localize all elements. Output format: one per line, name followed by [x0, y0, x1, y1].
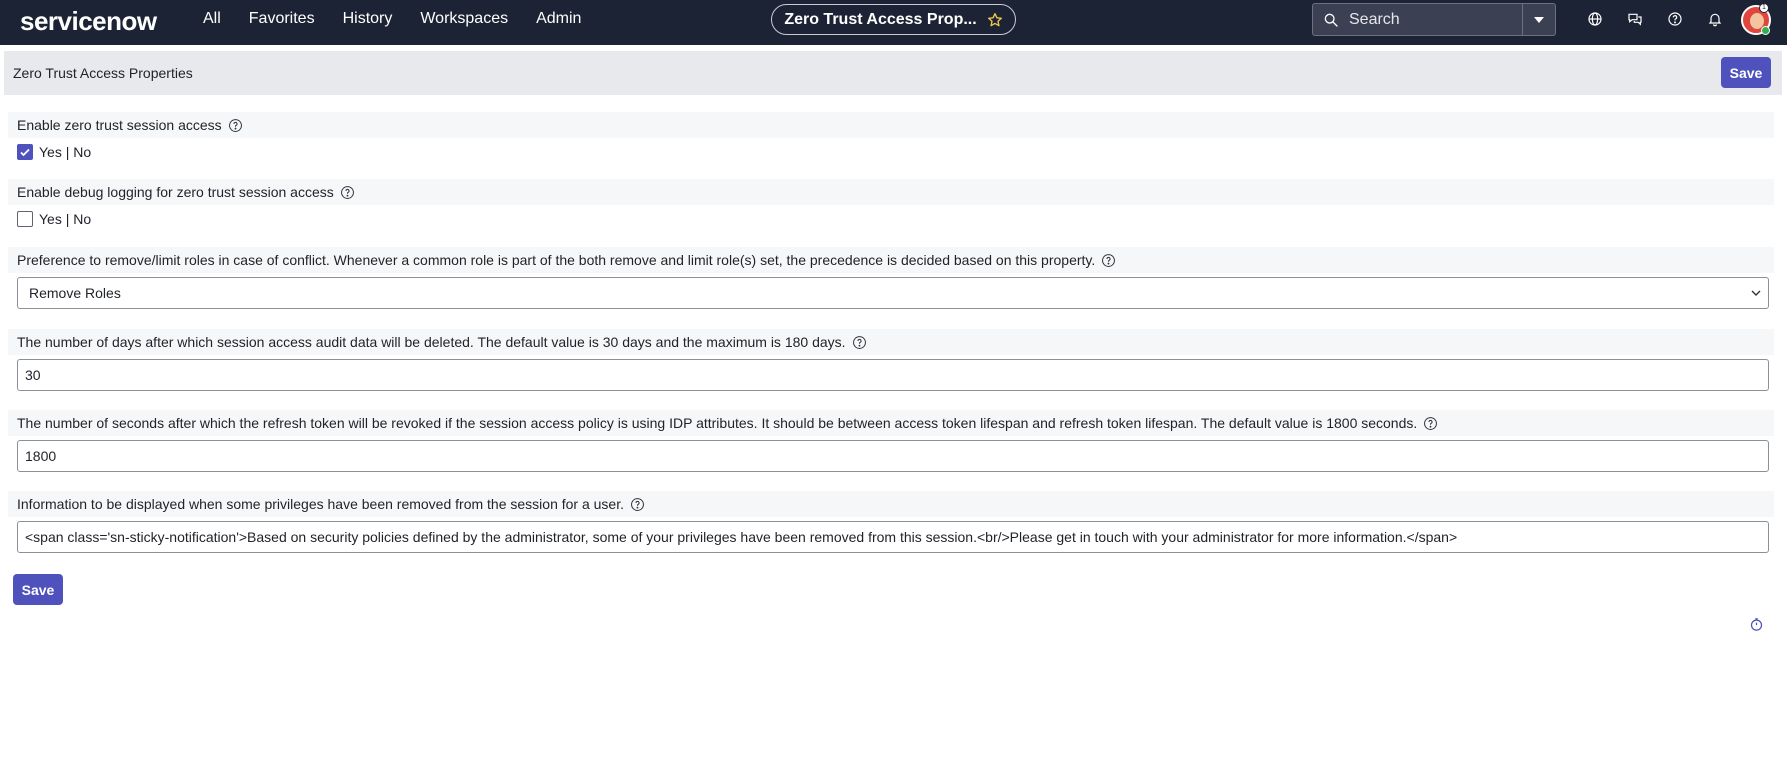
privilege-info-message-input[interactable]	[17, 521, 1769, 553]
search-icon	[1323, 12, 1339, 28]
main-nav	[203, 0, 609, 38]
property-label-audit-retention	[8, 329, 1774, 355]
help-circle-icon[interactable]	[852, 335, 867, 350]
help-circle-icon[interactable]	[340, 185, 355, 200]
search-input[interactable]	[1349, 11, 1509, 29]
chevron-down-icon	[1750, 287, 1762, 299]
page-title-pill[interactable]	[771, 4, 1016, 35]
debug-logging-checkbox[interactable]	[17, 211, 33, 227]
form-title: Zero Trust Access Properties	[13, 65, 193, 81]
property-label-text: The number of days after which session access audit data will be deleted. The default value is 30 days and the maximum is 180 days.	[17, 334, 846, 350]
checkbox-row-enable-zero-trust	[17, 144, 91, 160]
page-title: Zero Trust Access Prop...	[784, 10, 977, 28]
property-label-text: Enable debug logging for zero trust session access	[17, 184, 334, 200]
property-label-refresh-token	[8, 410, 1774, 436]
nav-history[interactable]: History	[342, 10, 393, 27]
checkbox-option-text: Yes | No	[39, 144, 92, 160]
property-label-text: Preference to remove/limit roles in case of conflict. Whenever a common role is part of the both remove and limit role(s) set, the precedence is decided based on this property.	[17, 252, 1096, 268]
avatar-status-indicator	[1761, 26, 1770, 35]
help-circle-icon[interactable]	[1101, 253, 1116, 268]
audit-retention-days-input[interactable]	[17, 359, 1769, 391]
property-label-debug-logging	[8, 179, 1774, 205]
help-icon[interactable]	[1655, 0, 1695, 38]
property-label-text: The number of seconds after which the refresh token will be revoked if the session access policy is using IDP attributes. It should be between access token lifespan and refresh token lifespan. The default value is 1800 seconds.	[17, 415, 1418, 431]
timer-icon[interactable]	[1749, 617, 1764, 632]
save-button-footer[interactable]: Save	[13, 574, 63, 605]
nav-all[interactable]: All	[203, 10, 221, 27]
help-circle-icon[interactable]	[1423, 416, 1438, 431]
bell-icon[interactable]	[1695, 0, 1735, 38]
help-circle-icon[interactable]	[630, 497, 645, 512]
logo-text: servicenow	[20, 5, 157, 36]
help-circle-icon[interactable]	[228, 118, 243, 133]
chat-icon[interactable]	[1615, 0, 1655, 38]
property-label-text: Information to be displayed when some privileges have been removed from the session for a user.	[17, 496, 624, 512]
top-icon-group	[1575, 0, 1735, 38]
star-icon[interactable]	[987, 12, 1003, 28]
avatar-notification-badge: 1	[1759, 3, 1769, 13]
globe-icon[interactable]	[1575, 0, 1615, 38]
checkbox-row-debug-logging	[17, 211, 91, 227]
property-label-role-preference	[8, 247, 1774, 273]
caret-down-icon	[1533, 15, 1545, 25]
servicenow-logo[interactable]	[20, 6, 157, 36]
property-label-text: Enable zero trust session access	[17, 117, 222, 133]
checkbox-option-text: Yes | No	[39, 211, 92, 227]
global-search	[1312, 3, 1556, 36]
checkmark-icon	[19, 146, 31, 158]
save-button-header[interactable]: Save	[1721, 57, 1771, 88]
nav-workspaces[interactable]: Workspaces	[420, 10, 509, 27]
form-header	[4, 51, 1782, 95]
property-label-privilege-info	[8, 491, 1774, 517]
select-value: Remove Roles	[29, 285, 121, 301]
nav-favorites[interactable]: Favorites	[248, 10, 315, 27]
property-label-enable-zero-trust	[8, 112, 1774, 138]
role-preference-select[interactable]	[17, 277, 1769, 309]
refresh-token-seconds-input[interactable]	[17, 440, 1769, 472]
search-scope-dropdown[interactable]	[1522, 4, 1555, 35]
top-nav-bar	[0, 0, 1787, 45]
enable-zero-trust-checkbox[interactable]	[17, 144, 33, 160]
nav-admin[interactable]: Admin	[536, 10, 582, 27]
